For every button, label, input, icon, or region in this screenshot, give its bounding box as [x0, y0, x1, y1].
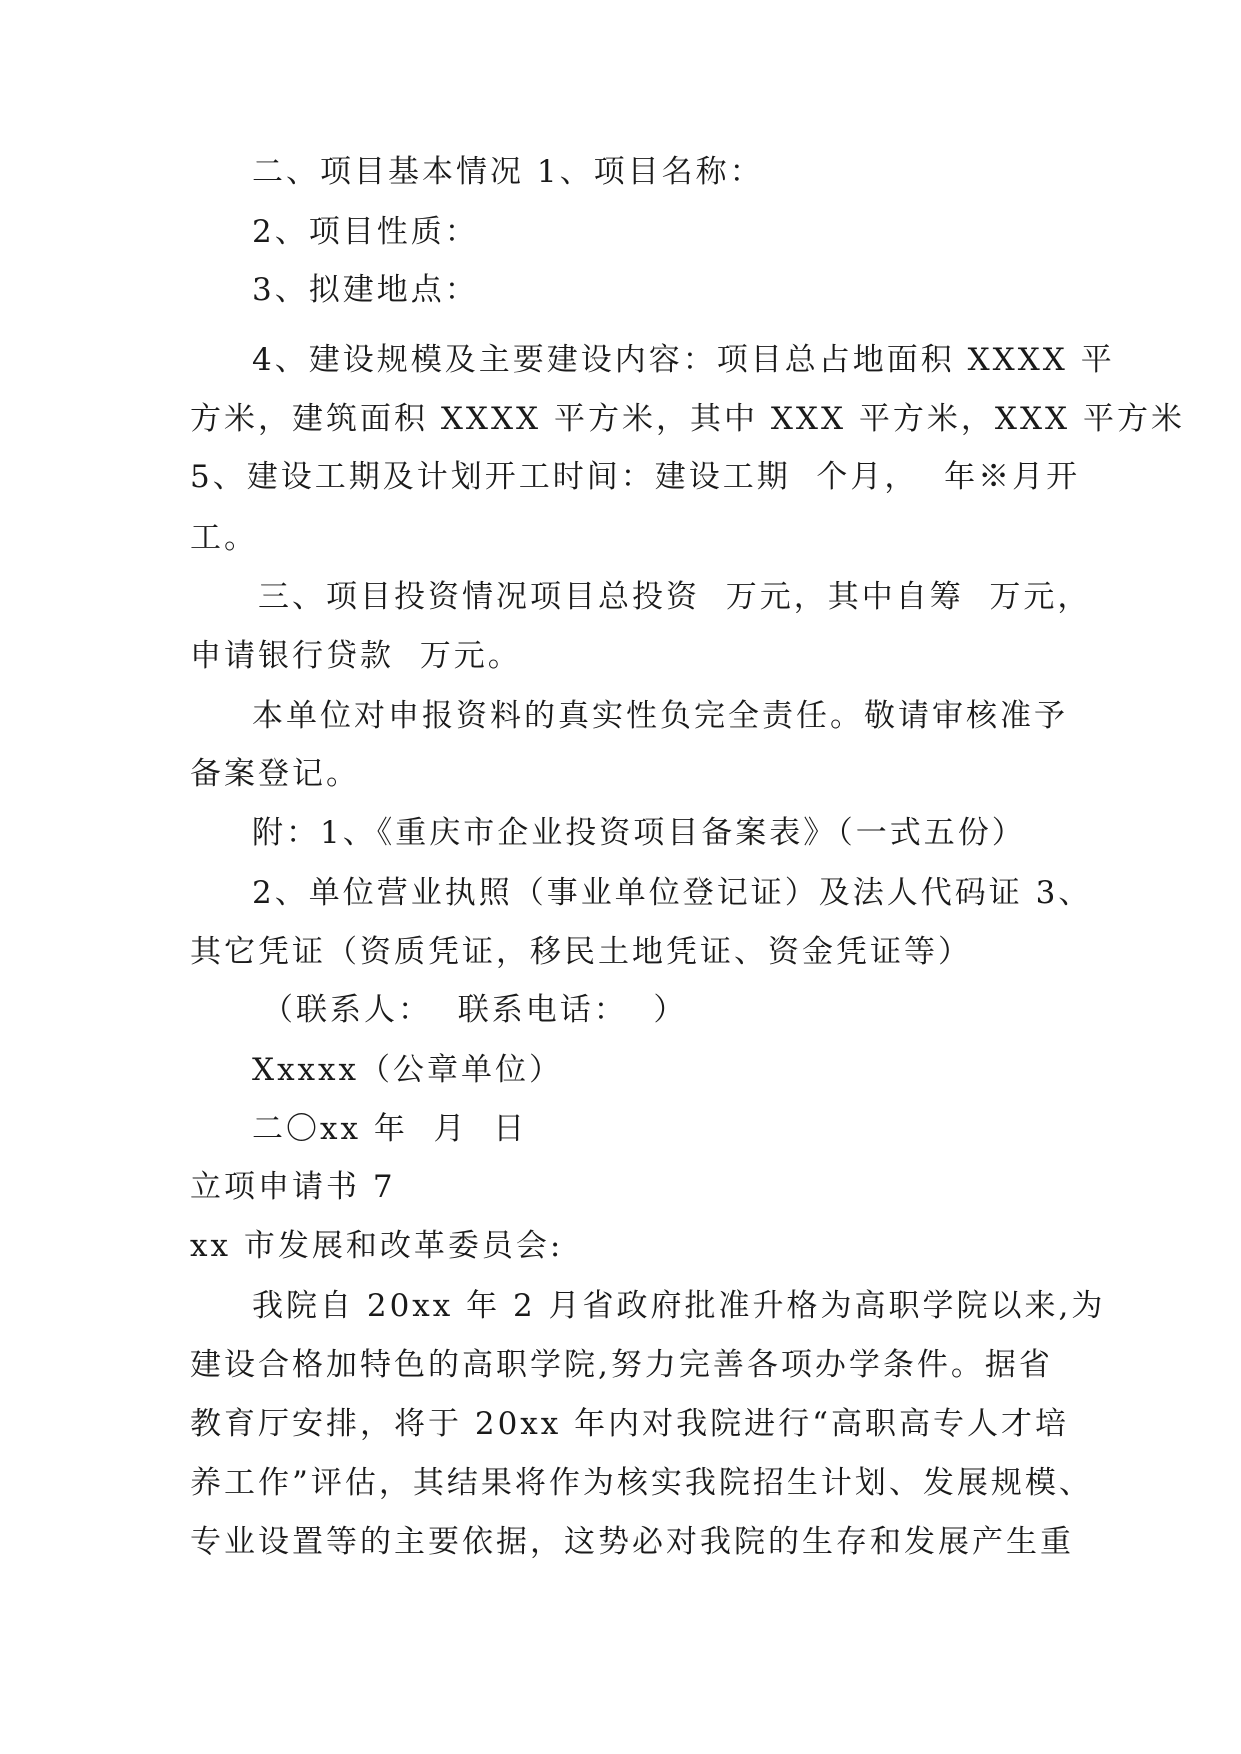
date-line: 二〇xx 年 月 日 [252, 1111, 528, 1147]
body-paragraph-line-5: 专业设置等的主要依据，这势必对我院的生存和发展产生重 [190, 1524, 1074, 1560]
document-title: 立项申请书 7 [190, 1169, 396, 1205]
construction-period-line: 5、建设工期及计划开工时间：建设工期 个月， 年※月开 [190, 459, 1081, 495]
contact-line: （联系人： 联系电话： ） [262, 992, 688, 1028]
investment-line-cont: 申请银行贷款 万元。 [190, 638, 522, 674]
addressee-line: xx 市发展和改革委员会: [190, 1228, 564, 1264]
responsibility-statement: 本单位对申报资料的真实性负完全责任。敬请审核准予 [252, 698, 1068, 734]
body-paragraph-line-2: 建设合格加特色的高职学院,努力完善各项办学条件。据省 [190, 1347, 1053, 1383]
construction-scale-line: 4、建设规模及主要建设内容：项目总占地面积 XXXX 平 [252, 342, 1115, 378]
attachment-line-1: 附：1、《重庆市企业投资项目备案表》（一式五份） [252, 815, 1026, 851]
body-paragraph-line-4: 养工作”评估，其结果将作为核实我院招生计划、发展规模、 [190, 1465, 1093, 1501]
section-heading-investment: 三、项目投资情况项目总投资 万元，其中自筹 万元， [258, 579, 1092, 615]
project-nature-line: 2、项目性质： [252, 214, 479, 250]
project-location-line: 3、拟建地点： [252, 272, 479, 308]
construction-period-line-cont: 工。 [190, 520, 258, 556]
body-paragraph-line-3: 教育厅安排，将于 20xx 年内对我院进行“高职高专人才培 [190, 1406, 1069, 1442]
seal-unit-line: Xxxxx（公章单位） [252, 1052, 564, 1088]
section-heading-project-info: 二、项目基本情况 1、项目名称： [252, 154, 764, 190]
responsibility-statement-cont: 备案登记。 [190, 756, 360, 792]
body-paragraph-line-1: 我院自 20xx 年 2 月省政府批准升格为高职学院以来,为 [252, 1288, 1106, 1324]
attachment-line-3: 其它凭证（资质凭证，移民土地凭证、资金凭证等） [190, 934, 972, 970]
construction-scale-line-cont: 方米，建筑面积 XXXX 平方米，其中 XXX 平方米，XXX 平方米 [190, 401, 1185, 437]
attachment-line-2: 2、单位营业执照（事业单位登记证）及法人代码证 3、 [252, 875, 1093, 911]
